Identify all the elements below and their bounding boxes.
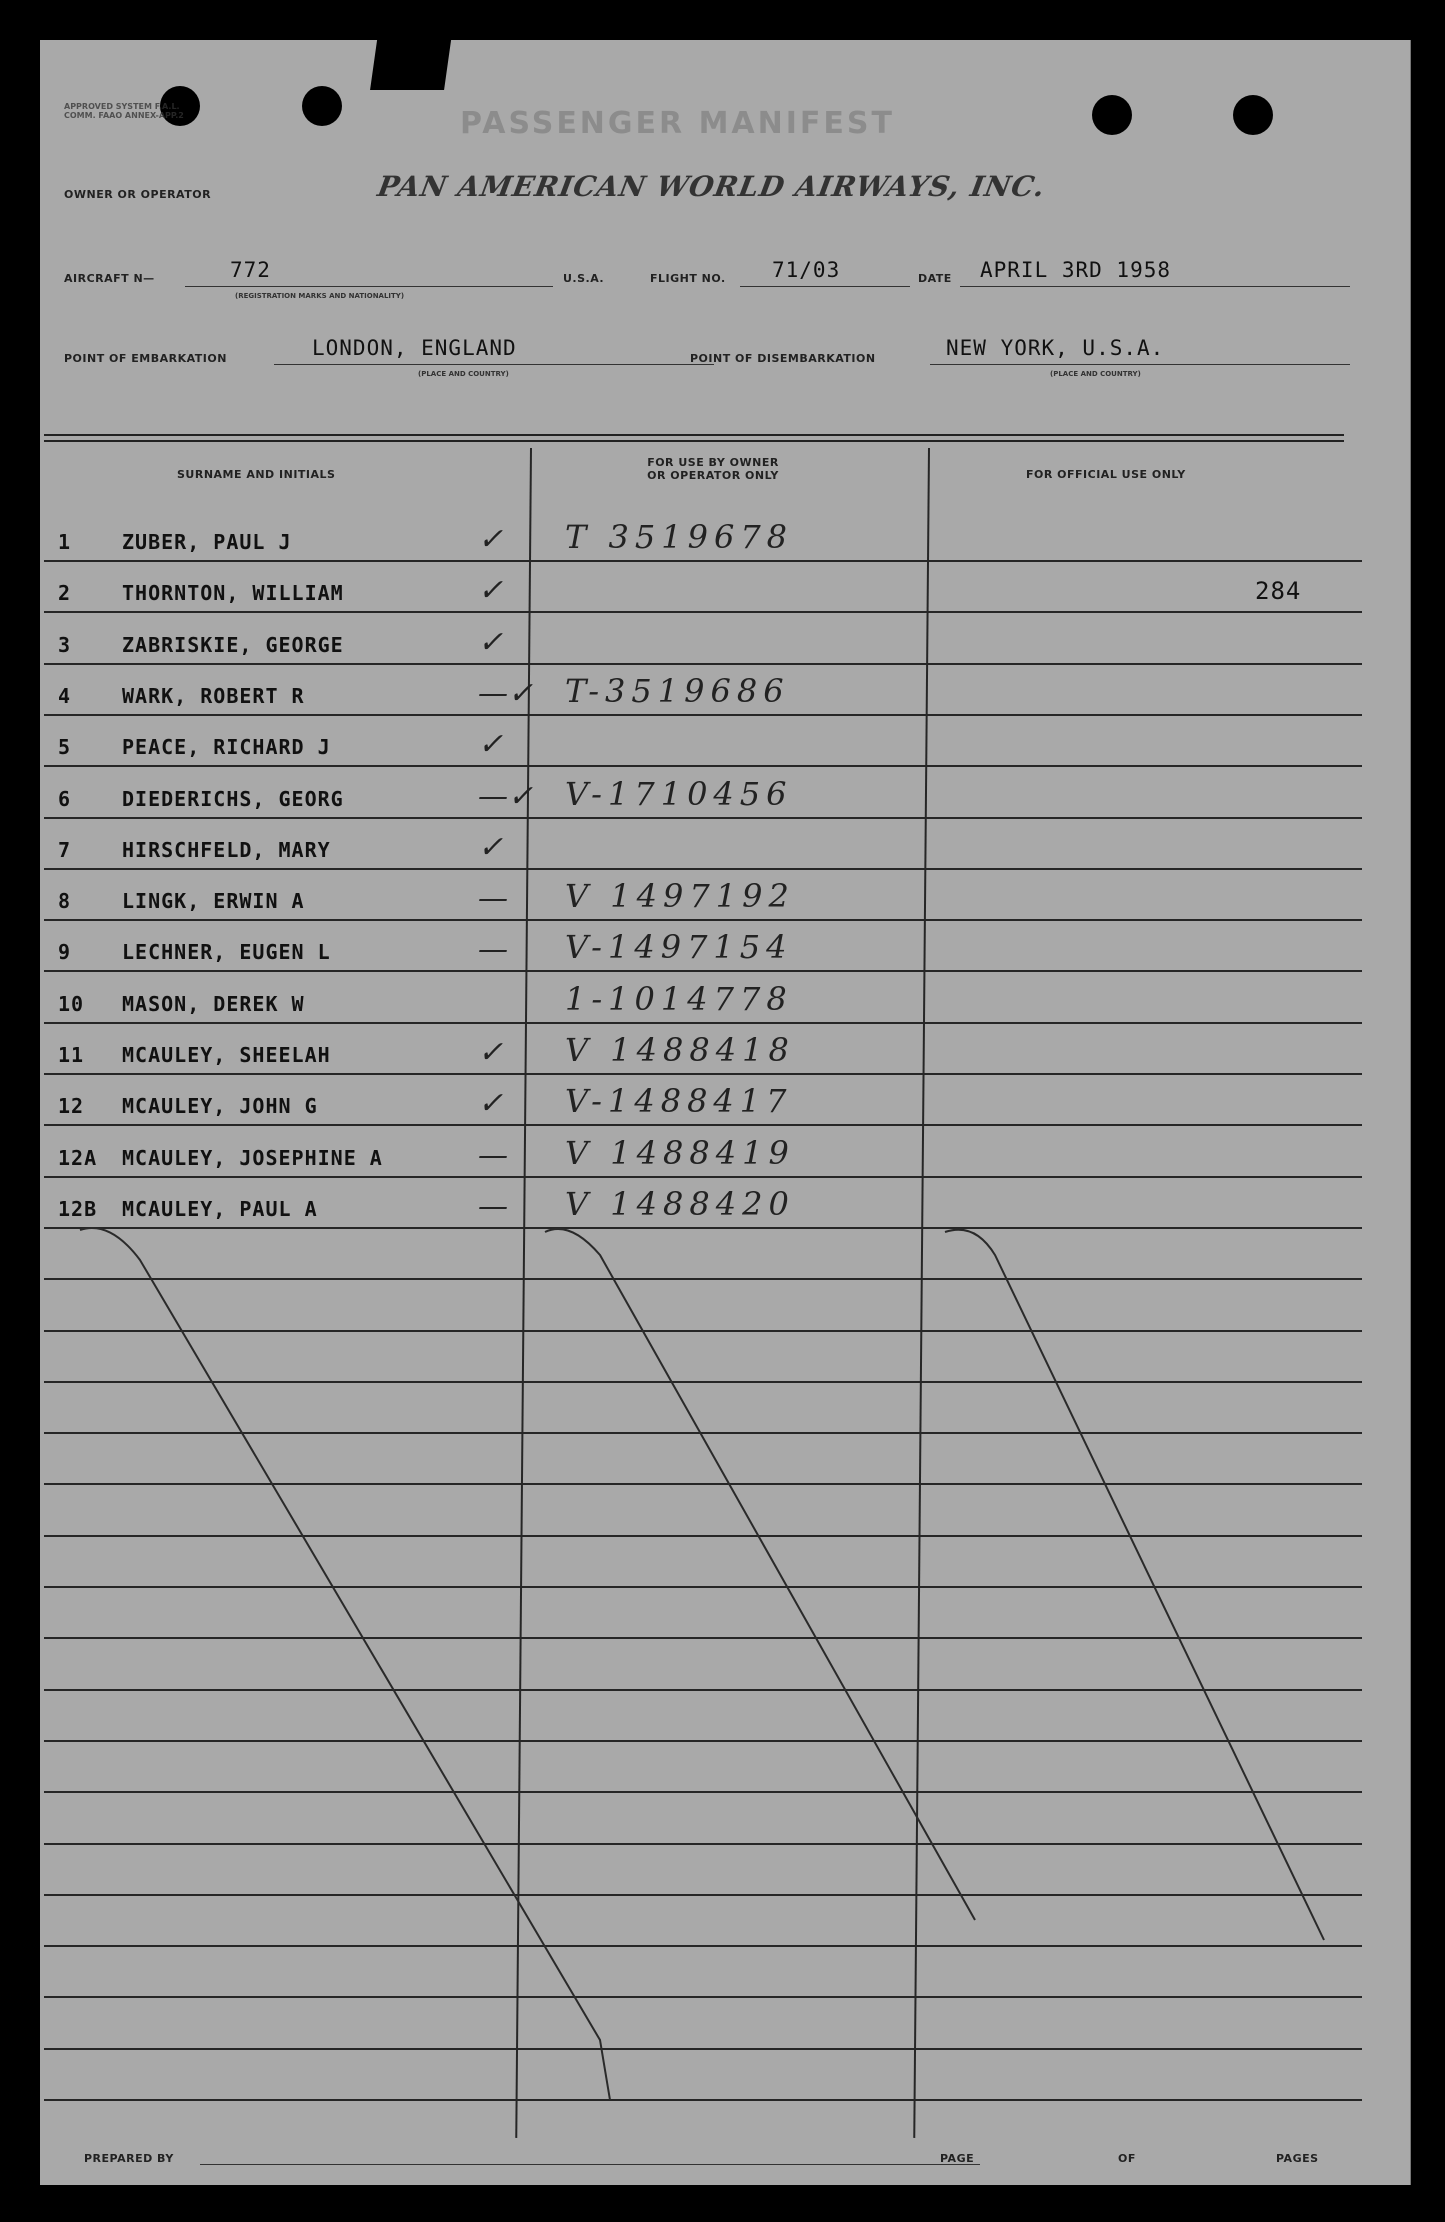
passenger-name: MCAULEY, PAUL A xyxy=(122,1196,318,1221)
passenger-name: MCAULEY, JOSEPHINE A xyxy=(122,1145,383,1170)
check-mark: ✓ xyxy=(478,522,504,557)
row-number: 5 xyxy=(58,735,72,760)
prepared-by-label: PREPARED BY xyxy=(84,2152,174,2165)
check-mark: —✓ xyxy=(478,675,534,711)
check-mark: — xyxy=(478,881,508,917)
official-note: 284 xyxy=(1255,577,1302,606)
passenger-name: LECHNER, EUGEN L xyxy=(122,940,331,965)
owner-note: V-1497154 xyxy=(565,928,793,967)
passenger-name: LINGK, ERWIN A xyxy=(122,889,305,914)
owner-note: V-1710456 xyxy=(565,774,793,813)
row-number: 6 xyxy=(58,786,72,811)
row-number: 3 xyxy=(58,632,72,657)
aircraft-label: AIRCRAFT N— xyxy=(64,272,155,285)
owner-note: V 1497192 xyxy=(565,877,795,916)
check-mark: — xyxy=(478,1188,508,1224)
passenger-name: MCAULEY, SHEELAH xyxy=(122,1043,331,1067)
passenger-name: MCAULEY, JOHN G xyxy=(122,1094,318,1119)
row-number: 4 xyxy=(58,683,72,708)
usa-label: U.S.A. xyxy=(563,272,605,285)
check-mark: — xyxy=(478,1137,508,1173)
place-caption-embark: (PLACE AND COUNTRY) xyxy=(418,370,509,378)
form-title: PASSENGER MANIFEST xyxy=(460,106,895,141)
row-number: 12B xyxy=(58,1196,98,1221)
check-mark: ✓ xyxy=(478,624,504,660)
embark-label: POINT OF EMBARKATION xyxy=(64,352,227,365)
disembark-label: POINT OF DISEMBARKATION xyxy=(690,352,876,365)
approved-stamp: APPROVED SYSTEM F.A.L. COMM. FAAO ANNEX-APP.2 xyxy=(64,102,184,120)
registration-caption: (REGISTRATION MARKS AND NATIONALITY) xyxy=(235,292,405,300)
of-label: OF xyxy=(1118,2152,1136,2165)
row-number: 12A xyxy=(58,1145,98,1170)
passenger-name: PEACE, RICHARD J xyxy=(122,735,331,760)
row-number: 8 xyxy=(58,889,72,914)
row-number: 10 xyxy=(58,991,85,1016)
owner-note: T 3519678 xyxy=(565,518,794,556)
date-label: DATE xyxy=(918,272,952,285)
flight-label: FLIGHT NO. xyxy=(650,272,726,285)
owner-note: V 1488419 xyxy=(565,1133,795,1172)
check-mark: —✓ xyxy=(478,778,534,814)
embark-value: LONDON, ENGLAND xyxy=(312,336,517,360)
void-strike-lines xyxy=(40,40,1410,2185)
check-mark: ✓ xyxy=(478,1035,504,1070)
date-value: APRIL 3RD 1958 xyxy=(980,258,1172,282)
passenger-name: MASON, DEREK W xyxy=(122,991,305,1016)
aircraft-number: 772 xyxy=(230,258,271,282)
passenger-name: ZABRISKIE, GEORGE xyxy=(122,632,344,657)
owner-note: V 1488420 xyxy=(565,1184,795,1223)
check-mark: ✓ xyxy=(478,829,504,865)
row-number: 9 xyxy=(58,940,72,965)
check-mark: ✓ xyxy=(478,1086,504,1122)
page-label: PAGE xyxy=(940,2152,975,2165)
disembark-value: NEW YORK, U.S.A. xyxy=(946,336,1165,360)
pages-label: PAGES xyxy=(1276,2152,1319,2165)
passenger-name: WARK, ROBERT R xyxy=(122,683,305,708)
col-header-official: FOR OFFICIAL USE ONLY xyxy=(1026,468,1186,481)
check-mark: ✓ xyxy=(478,727,504,763)
place-caption-disembark: (PLACE AND COUNTRY) xyxy=(1050,370,1141,378)
owner-name: PAN AMERICAN WORLD AIRWAYS, INC. xyxy=(375,170,1049,203)
check-mark: ✓ xyxy=(478,573,504,609)
passenger-name: THORNTON, WILLIAM xyxy=(122,581,344,606)
col-header-surname: SURNAME AND INITIALS xyxy=(177,468,336,481)
manifest-sheet xyxy=(40,40,1411,2185)
owner-label: OWNER OR OPERATOR xyxy=(64,188,212,201)
row-number: 1 xyxy=(58,530,72,554)
col-header-owner-use: FOR USE BY OWNER OR OPERATOR ONLY xyxy=(647,456,779,482)
row-number: 12 xyxy=(58,1094,85,1119)
row-number: 2 xyxy=(58,581,72,606)
passenger-name: ZUBER, PAUL J xyxy=(122,530,292,554)
row-number: 11 xyxy=(58,1043,85,1067)
owner-note: 1-1014778 xyxy=(565,979,793,1018)
owner-note: V 1488418 xyxy=(565,1031,795,1069)
passenger-name: HIRSCHFELD, MARY xyxy=(122,837,331,862)
check-mark: — xyxy=(478,932,508,968)
row-number: 7 xyxy=(58,837,72,862)
owner-note: T-3519686 xyxy=(565,671,790,710)
passenger-name: DIEDERICHS, GEORG xyxy=(122,786,344,811)
flight-number: 71/03 xyxy=(772,258,841,282)
owner-note: V-1488417 xyxy=(565,1082,793,1121)
